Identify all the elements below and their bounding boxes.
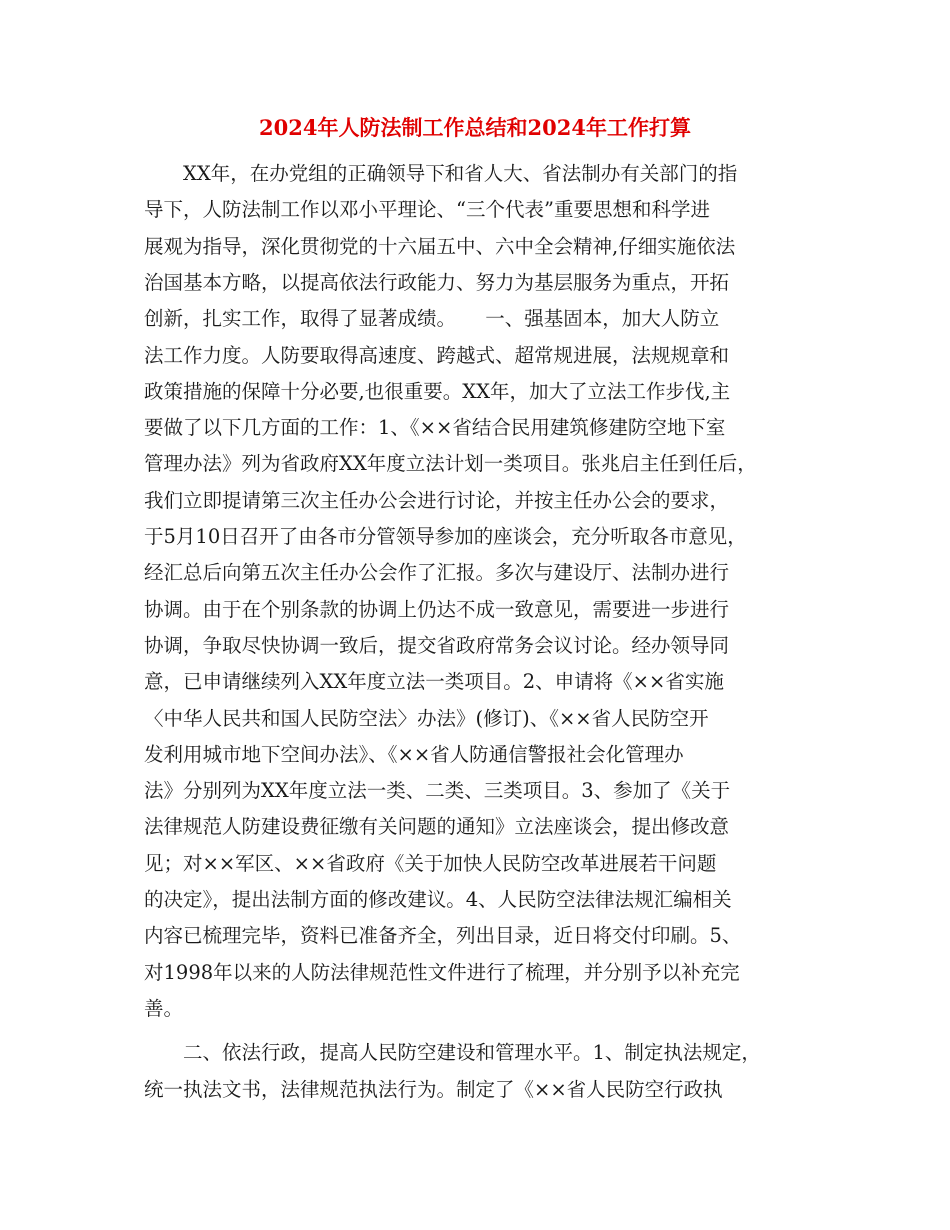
- body-line: 内容已梳理完毕，资料已准备齐全，列出目录，近日将交付印刷。5、: [144, 924, 742, 948]
- body-line: 创新，扎实工作，取得了显著成绩。 一、强基固本，加大人防立: [144, 307, 720, 331]
- body-line: 统一执法文书，法律规范执法行为。制定了《××省人民防空行政执: [144, 1077, 723, 1101]
- body-line: 法工作力度。人防要取得高速度、跨越式、超常规进展，法规规章和: [144, 343, 730, 367]
- body-line: 意，已申请继续列入XX年度立法一类项目。2、申请将《××省实施: [144, 670, 724, 694]
- body-line: XX年，在办党组的正确领导下和省人大、省法制办有关部门的指: [144, 162, 738, 185]
- body-line: 于5月10日召开了由各市分管领导参加的座谈会，充分听取各市意见，: [144, 525, 747, 548]
- body-line: 见；对××军区、××省政府《关于加快人民防空改革进展若干问题: [144, 851, 717, 875]
- document-title: 2024年人防法制工作总结和2024年工作打算: [259, 115, 691, 140]
- body-line: 的决定》，提出法制方面的修改建议。4、人民防空法律法规汇编相关: [144, 888, 732, 911]
- body-line: 管理办法》列为省政府XX年度立法计划一类项目。张兆启主任到任后，: [144, 452, 757, 476]
- body-line: 发利用城市地下空间办法》、《××省人防通信警报社会化管理办: [144, 742, 684, 766]
- body-line: 二、依法行政，提高人民防空建设和管理水平。1、制定执法规定，: [144, 1041, 761, 1065]
- body-line: 展观为指导，深化贯彻党的十六届五中、六中全会精神,仔细实施依法: [144, 234, 736, 258]
- body-line: 协调。由于在个别条款的协调上仍达不成一致意见，需要进一步进行: [144, 597, 730, 621]
- body-line: 经汇总后向第五次主任办公会作了汇报。多次与建设厅、法制办进行: [144, 561, 730, 585]
- body-line: 善。: [144, 996, 184, 1020]
- body-line: 要做了以下几方面的工作：1、《××省结合民用建筑修建防空地下室: [144, 416, 726, 440]
- body-line: 〈中华人民共和国人民防空法〉办法》(修订)、《××省人民防空开: [144, 706, 709, 730]
- body-line: 对1998年以来的人防法律规范性文件进行了梳理，并分别予以补充完: [144, 960, 740, 984]
- body-line: 政策措施的保障十分必要,也很重要。XX年，加大了立法工作步伐,主: [144, 379, 731, 403]
- body-line: 法律规范人防建设费征缴有关问题的通知》立法座谈会，提出修改意: [144, 815, 730, 839]
- body-line: 我们立即提请第三次主任办公会进行讨论，并按主任办公会的要求，: [144, 488, 730, 512]
- body-line: 协调，争取尽快协调一致后，提交省政府常务会议讨论。经办领导同: [144, 633, 730, 657]
- body-line: 导下，人防法制工作以邓小平理论、“三个代表”重要思想和科学进: [144, 198, 710, 222]
- body-line: 治国基本方略，以提高依法行政能力、努力为基层服务为重点，开拓: [144, 270, 730, 294]
- body-line: 法》分别列为XX年度立法一类、二类、三类项目。3、参加了《关于: [144, 779, 731, 803]
